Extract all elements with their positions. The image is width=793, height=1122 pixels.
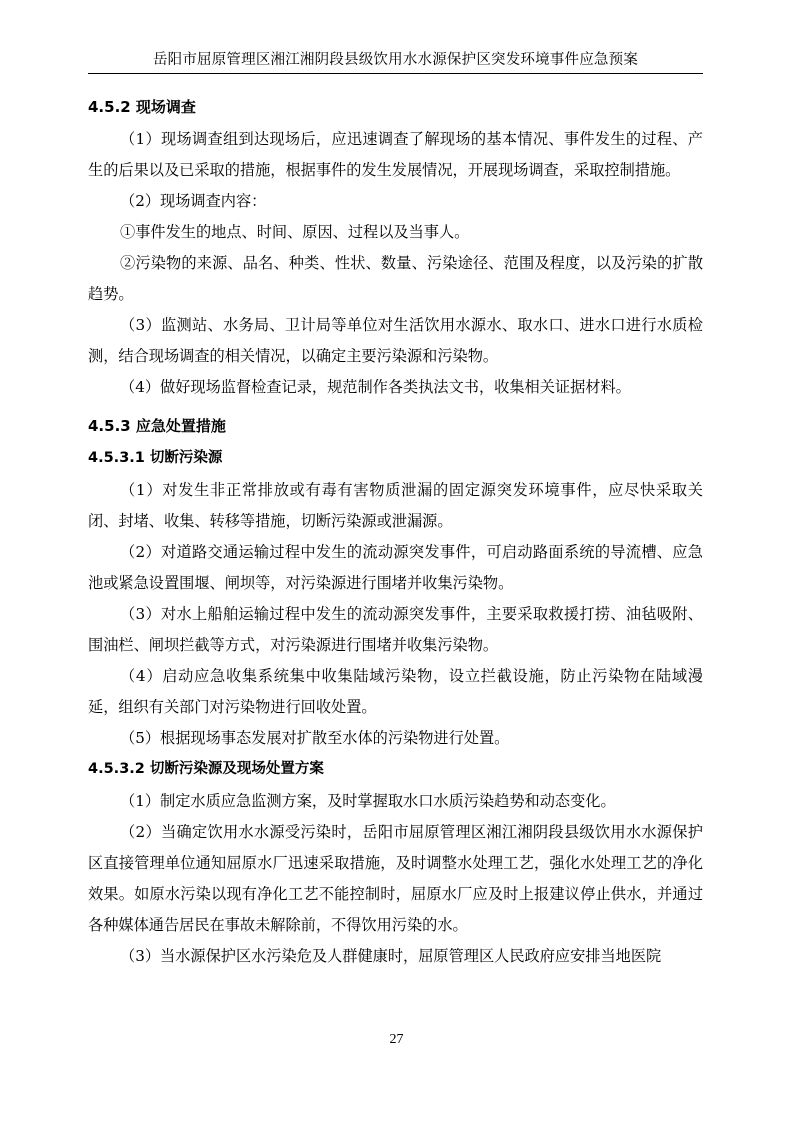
paragraph: （1）现场调查组到达现场后，应迅速调查了解现场的基本情况、事件发生的过程、产生的后果以及已采取的措施，根据事件的发生发展情况，开展现场调查，采取控制措施。 — [88, 130, 703, 179]
paragraph: （1）对发生非正常排放或有毒有害物质泄漏的固定源突发环境事件，应尽快采取关闭、封堵、收集、转移等措施，切断污染源或泄漏源。 — [88, 481, 703, 530]
paragraph: ①事件发生的地点、时间、原因、过程以及当事人。 — [120, 223, 470, 241]
paragraph: （3）对水上船舶运输过程中发生的流动源突发事件，主要采取救援打捞、油毡吸附、围油栏、闸坝拦截等方式，对污染源进行围堵并收集污染物。 — [88, 605, 703, 654]
paragraph: （4）做好现场监督检查记录，规范制作各类执法文书，收集相关证据材料。 — [120, 378, 631, 396]
paragraph: （3）监测站、水务局、卫计局等单位对生活饮用水源水、取水口、进水口进行水质检测，结合现场调查的相关情况，以确定主要污染源和污染物。 — [88, 316, 703, 365]
section-heading-4-5-3-1: 4.5.3.1 切断污染源 — [88, 450, 223, 466]
paragraph: （2）对道路交通运输过程中发生的流动源突发事件，可启动路面系统的导流槽、应急池或紧急设置围堰、闸坝等，对污染源进行围堵并收集污染物。 — [88, 543, 703, 592]
paragraph: （2）当确定饮用水水源受污染时，岳阳市屈原管理区湘江湘阴段县级饮用水水源保护区直接管理单位通知屈原水厂迅速采取措施，及时调整水处理工艺，强化水处理工艺的净化效果。如原水污染以现有净化工艺不能控制时，屈原水厂应及时上报建议停止供水，并通过各种媒体通告居民在事故未解除前，不得饮用污染的水。 — [88, 823, 703, 934]
section-heading-4-5-3-2: 4.5.3.2 切断污染源及现场处置方案 — [88, 761, 324, 777]
paragraph: ②污染物的来源、品名、种类、性状、数量、污染途径、范围及程度，以及污染的扩散趋势。 — [88, 254, 703, 303]
section-heading-4-5-2: 4.5.2 现场调查 — [88, 98, 196, 116]
paragraph: （2）现场调查内容： — [120, 192, 267, 210]
document-body — [88, 92, 703, 972]
paragraph: （1）制定水质应急监测方案，及时掌握取水口水质污染趋势和动态变化。 — [120, 792, 616, 810]
page-number: 27 — [389, 1032, 404, 1047]
header-divider — [88, 73, 703, 74]
paragraph: （5）根据现场事态发展对扩散至水体的污染物进行处置。 — [120, 729, 510, 747]
page-header-title: 岳阳市屈原管理区湘江湘阴段县级饮用水水源保护区突发环境事件应急预案 — [152, 52, 639, 68]
section-heading-4-5-3: 4.5.3 应急处置措施 — [88, 417, 226, 435]
paragraph: （4）启动应急收集系统集中收集陆域污染物，设立拦截设施，防止污染物在陆域漫延，组织有关部门对污染物进行回收处置。 — [88, 667, 703, 716]
paragraph: （3）当水源保护区水污染危及人群健康时，屈原管理区人民政府应安排当地医院 — [120, 947, 662, 965]
